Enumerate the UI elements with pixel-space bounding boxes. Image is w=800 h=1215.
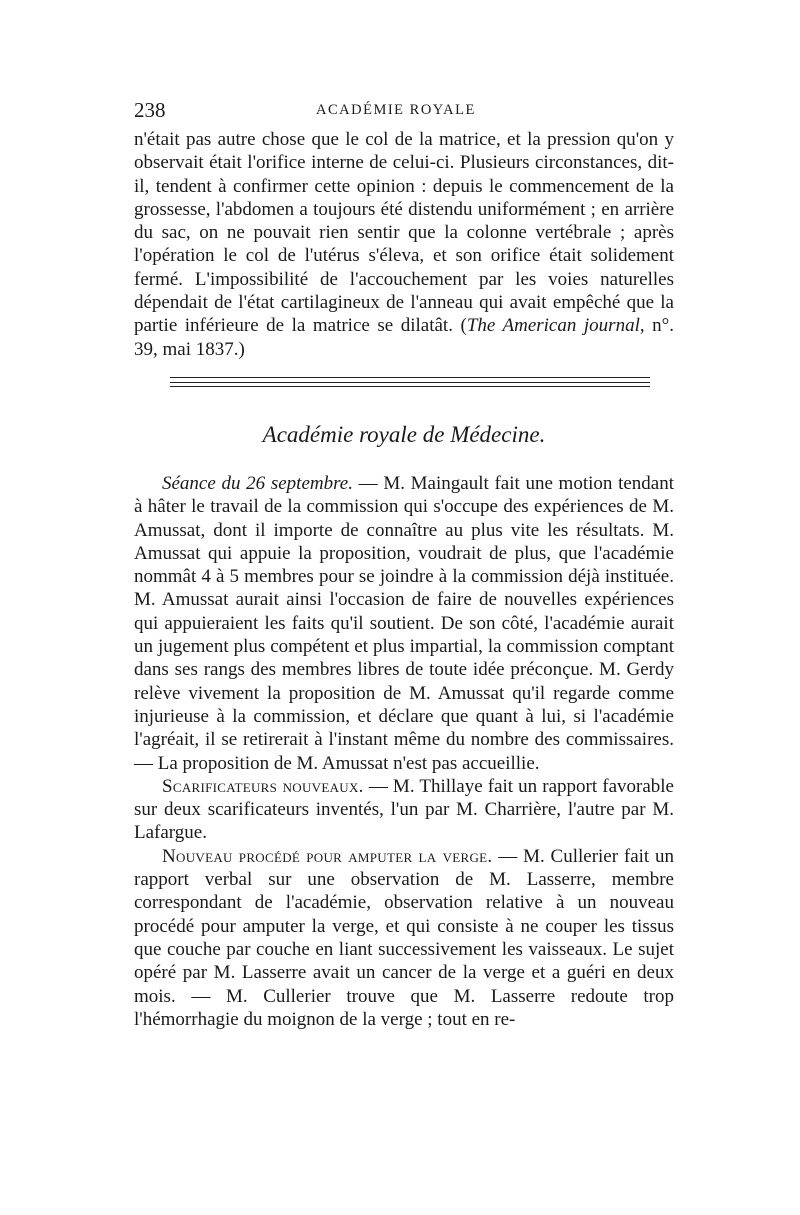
procede-text: — M. Cullerier fait un rapport verbal sur une observation de M. Lasserre, membre correspondant de l'académie, observation relative à un nouveau procédé pour amputer la verge, et qui consiste à ne couper les tissus que couche par couche en liant successivement les vaisseaux. Le sujet opéré par M. Lasserre avait un cancer de la verge et a guéri en deux mois. — M. Cullerier trouve que M. Lasserre redoute trop l'hémorrhagie du moignon de la verge ; tout en re- [134,845,674,1030]
session-text: — M. Maingault fait une motion tendant à hâter le travail de la commission qui s'occupe des expériences de M. Amussat, dont il importe de connaître au plus vite les résultats. M. Amussat qui appuie la proposition, voudrait de plus, que l'académie nommât 4 à 5 membres pour se joindre à la commission déjà instituée. M. Amussat aurait ainsi l'occasion de faire de nouvelles expériences qui appuieraient les faits qu'il soutient. De son côté, l'académie aurait un jugement plus compétent et plus impartial, la commission comptant dans ses rangs des membres libres de toute idée préconçue. M. Gerdy relève vivement la proposition de M. Amussat qu'il regarde comme injurieuse à la commission, et déclare que quant à lui, si l'académie l'agréait, il se retirerait à l'instant même du nombre des commissaires. — La proposition de M. Amussat n'est pas accueillie. [134,473,674,774]
scarificateurs-heading: Scarificateurs nouveaux. [162,775,364,797]
scarificateurs-paragraph [134,775,674,845]
section-title: Académie royale de Médecine. [262,422,546,447]
page-number: 238 [134,98,166,122]
intro-paragraph [134,128,674,361]
intro-main: n'était pas autre chose que le col de la matrice, et la pression qu'on y observait était l'orifice interne de celui-ci. Plusieurs circonstances, dit-il, tendent à confirmer cette opinion : depuis le commencement de la grossesse, l'abdomen a toujours été distendu uniformément ; en arrière du sac, on ne pouvait rien sentir que la colonne vertébrale ; après l'opération le col de l'utérus s'éleva, et son orifice était solidement fermé. L'impossibilité de l'accouchement par les voies naturelles dépendait de l'état cartilagineux de l'anneau qui avait empêché que la partie inférieure de la matrice se dilatât. ( [134,129,674,337]
journal-title: The American journal [466,315,640,337]
procede-paragraph [134,845,674,1031]
running-head: ACADÉMIE ROYALE [316,102,476,118]
section-rule-top [170,377,650,378]
session-report [134,472,674,1031]
session-date: Séance du 26 septembre. [162,473,353,494]
page-header [134,98,674,128]
section-rule-middle [170,382,650,383]
scarificateurs-text: — M. Thillaye fait un rapport favorable sur deux scarificateurs inventés, l'un par M. Charrière, l'autre par M. Lafargue. [134,775,674,844]
session-paragraph [134,472,674,775]
section-rule-bottom [170,386,650,387]
intro-text [134,128,674,361]
citation-end: , n°. 39, mai 1837.) [134,315,674,360]
procede-heading: Nouveau procédé pour amputer la verge. [162,845,493,867]
